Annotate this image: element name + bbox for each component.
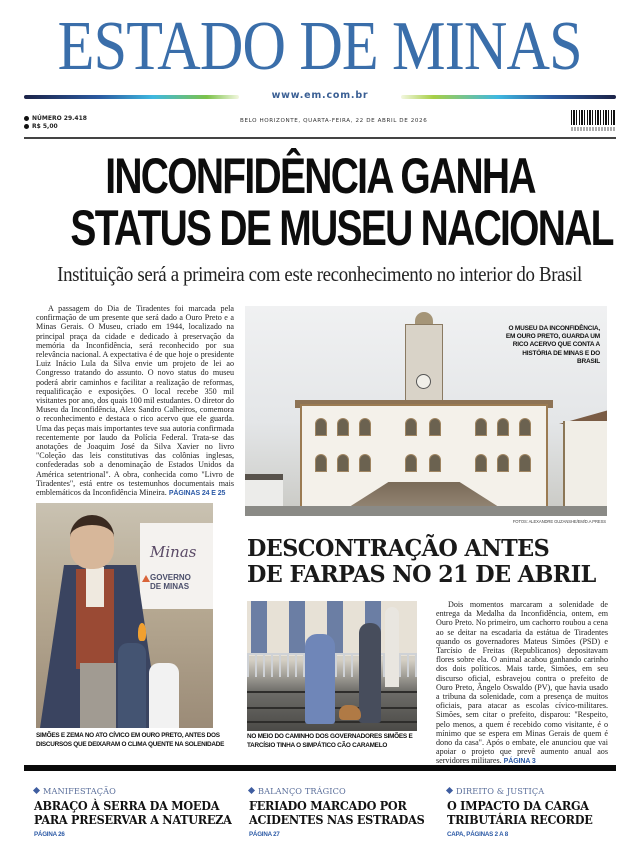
teaser-title-line2: PARA PRESERVAR A NATUREZA bbox=[34, 812, 232, 827]
tiradentes-photo-caption: SIMÕES E ZEMA NO ATO CÍVICO EM OURO PRETO, ANTES DOS DISCURSOS QUE DEIXARAM O CLIMA QUENTE NA SOLENIDADE bbox=[36, 732, 225, 748]
painting-shirt bbox=[86, 567, 104, 607]
teaser-title bbox=[34, 799, 234, 827]
photo-window bbox=[315, 418, 327, 436]
second-headline-line2: DE FARPAS NO 21 DE ABRIL bbox=[247, 559, 596, 588]
banner-script-text: Minas bbox=[150, 543, 197, 561]
newspaper-logo: ESTADO DE MINAS bbox=[57, 8, 583, 85]
painting-head bbox=[70, 515, 114, 569]
teaser-title-line2: TRIBUTÁRIA RECORDE bbox=[447, 812, 593, 827]
teaser-kicker-text: DIREITO & JUSTIÇA bbox=[456, 786, 545, 796]
lead-headline-line2: STATUS DE MUSEU NACIONAL bbox=[70, 200, 613, 256]
lead-page-reference[interactable]: PÁGINAS 24 E 25 bbox=[168, 490, 226, 498]
second-article-text: Dois momentos marcaram a solenidade de entrega da Medalha da Inconfidência, ontem, em Ouro Preto. No primeiro, um cachorro roubou a cena ao se deitar na escadaria da estátua de Tiradentes quando os governadores Mateus Simões (PSD) e Tarcísio de Freitas (Republicanos) depositavam flores sobre ela. O animal acabou ganhando carinho dos dois políticos. Mais tarde, Simões, em seu discurso oficial, esbravejou contra o prefeito de Ouro Preto, Ângelo Oswaldo (PV), que havia usado a tribuna da solenidade, com a presença de muitos oficiais, para atacar as escolas cívico-militares. Simões, sem citar o prefeito, disparou: "Respeito, pelo menos, a quem é recebido como visitante, é o mínimo que se espera em Minas Gerais de quem é dono da casa". Após o embate, ele anunciou que vai apoiar o projeto que prevê aumento anual aos servidores militares. bbox=[436, 600, 608, 766]
photo-house-right bbox=[563, 421, 607, 516]
issue-number: NÚMERO 29.418 bbox=[32, 115, 87, 122]
photo-person bbox=[359, 623, 381, 723]
lead-article-text: A passagem do Dia de Tiradentes foi marcada pela confirmação de um presente que será dado a Ouro Preto e a Minas Gerais. O Museu, criado em 1944, localizado na principal praça da cidade e dedicado à preservação da memória da Inconfidência, será reconhecido por sua relevância nacional. A expectativa é de que hoje o presidente Luiz Inácio Lula da Silva envie um projeto de lei ao Congresso tratando do assunto. O novo status do museu poderá abrir caminhos e facilitar a realização de reformas, requalificação e exposições. O local recebe 350 mil visitantes por ano, dos quais 100 mil estudantes. O diretor do Museu da Inconfidência, Alex Sandro Calheiros, comemora o reconhecimento e destaca o rico acervo que ele guarda. Uma das peças mais importantes teve sua autoria confirmada recentemente por laudo da Polícia Federal. Trata-se das anotações de Joaquim José da Silva Xavier no livro "Coleção das leis constitutivas das colônias inglesas, confederadas sob a denominação de Estados Unidos da América setentrional". A obra, conhecida como "Livro de Tiradentes", está entre os testemunhos documentais mais emblemáticos da Inconfidência Mineira. bbox=[36, 304, 234, 498]
teaser-title-line1: O IMPACTO DA CARGA bbox=[447, 798, 589, 813]
teaser-title-line1: ABRAÇO À SERRA DA MOEDA bbox=[34, 798, 220, 813]
teaser-kicker-text: BALANÇO TRÁGICO bbox=[258, 786, 346, 796]
lead-headline[interactable] bbox=[0, 150, 640, 254]
photo-window bbox=[405, 418, 417, 436]
photo-window bbox=[475, 418, 487, 436]
photo-person bbox=[305, 634, 335, 724]
teaser-kicker-text: MANIFESTAÇÃO bbox=[43, 786, 116, 796]
photo-door bbox=[289, 601, 305, 653]
teaser-page-reference[interactable]: PÁGINA 27 bbox=[249, 831, 280, 838]
teaser-title-line1: FERIADO MARCADO POR bbox=[249, 798, 407, 813]
photo-ground bbox=[245, 506, 607, 516]
photo-window bbox=[475, 454, 487, 472]
bottom-divider bbox=[24, 765, 616, 771]
photo-person bbox=[118, 643, 146, 728]
tiradentes-ceremony-photo bbox=[36, 503, 213, 728]
dog-photo-caption: NO MEIO DO CAMINHO DOS GOVERNADORES SIMÕES E TARCÍSIO TINHA O SIMPÁTICO CÃO CARAMELO bbox=[247, 733, 413, 749]
dog-icon bbox=[339, 705, 361, 720]
teaser-kicker bbox=[249, 786, 449, 796]
lead-headline-line1: INCONFIDÊNCIA GANHA bbox=[105, 148, 535, 204]
teaser-manifestacao[interactable] bbox=[34, 786, 234, 838]
bullet-icon bbox=[24, 124, 29, 129]
photo-person bbox=[149, 663, 179, 728]
governors-dog-photo bbox=[247, 601, 417, 731]
teaser-kicker bbox=[447, 786, 640, 796]
photo-window bbox=[359, 418, 371, 436]
photo-person bbox=[385, 607, 399, 687]
teaser-balanco-tragico[interactable] bbox=[249, 786, 449, 838]
photo-window bbox=[337, 454, 349, 472]
photo-window bbox=[405, 454, 417, 472]
photo-window bbox=[497, 454, 509, 472]
website-url[interactable]: www.em.com.br bbox=[271, 90, 369, 101]
photo-window bbox=[315, 454, 327, 472]
second-headline[interactable] bbox=[247, 536, 627, 587]
second-article-body bbox=[436, 600, 608, 767]
photo-podium bbox=[80, 663, 116, 728]
dateline: BELO HORIZONTE, QUARTA-FEIRA, 22 DE ABRIL DE 2026 bbox=[240, 118, 428, 124]
photo-window bbox=[519, 454, 531, 472]
divider bbox=[24, 137, 616, 139]
banner-gov-text bbox=[150, 573, 191, 591]
photo-credit: FOTOS: ALEXANDRE GUZANSHE/EM/D.A PRESS bbox=[512, 519, 606, 524]
triangle-logo-icon bbox=[142, 575, 150, 582]
lead-subhead-text: Instituição será a primeira com este reconhecimento no interior do Brasil bbox=[57, 262, 583, 286]
museum-photo-caption: O MUSEU DA INCONFIDÊNCIA, EM OURO PRETO, GUARDA UM RICO ACERVO QUE CONTA A HISTÓRIA DE MINAS E DO BRASIL bbox=[505, 325, 600, 365]
photo-banner bbox=[140, 523, 213, 609]
photo-window bbox=[359, 454, 371, 472]
photo-window bbox=[519, 418, 531, 436]
photo-window bbox=[429, 418, 441, 436]
banner-gov-line1: GOVERNO bbox=[150, 573, 191, 582]
barcode-icon bbox=[571, 110, 615, 132]
second-page-reference[interactable]: PÁGINA 3 bbox=[503, 758, 536, 766]
diamond-icon bbox=[446, 787, 453, 794]
banner-gov-line2: DE MINAS bbox=[150, 582, 190, 591]
teaser-title-line2: ACIDENTES NAS ESTRADAS bbox=[249, 812, 425, 827]
photo-door bbox=[251, 601, 267, 653]
teaser-kicker bbox=[34, 786, 234, 796]
barcode-bars bbox=[571, 110, 615, 125]
diamond-icon bbox=[33, 787, 40, 794]
barcode-digits bbox=[571, 127, 615, 131]
torch-flame-icon bbox=[138, 623, 146, 641]
photo-window bbox=[497, 418, 509, 436]
bullet-icon bbox=[24, 116, 29, 121]
photo-window bbox=[337, 418, 349, 436]
photo-window bbox=[429, 454, 441, 472]
teaser-title bbox=[249, 799, 449, 827]
diamond-icon bbox=[248, 787, 255, 794]
teaser-title bbox=[447, 799, 640, 827]
second-headline-line1: DESCONTRAÇÃO ANTES bbox=[247, 534, 550, 562]
issue-info bbox=[24, 115, 87, 131]
clock-icon bbox=[416, 374, 431, 389]
lead-article-body bbox=[36, 304, 234, 498]
masthead bbox=[0, 8, 640, 85]
teaser-direito-justica[interactable] bbox=[447, 786, 640, 838]
teaser-page-reference[interactable]: CAPA, PÁGINAS 2 A 8 bbox=[447, 831, 508, 838]
teaser-page-reference[interactable]: PÁGINA 26 bbox=[34, 831, 65, 838]
issue-price: R$ 5,00 bbox=[32, 123, 58, 130]
lead-subhead bbox=[0, 262, 640, 287]
photo-tower bbox=[405, 324, 443, 404]
